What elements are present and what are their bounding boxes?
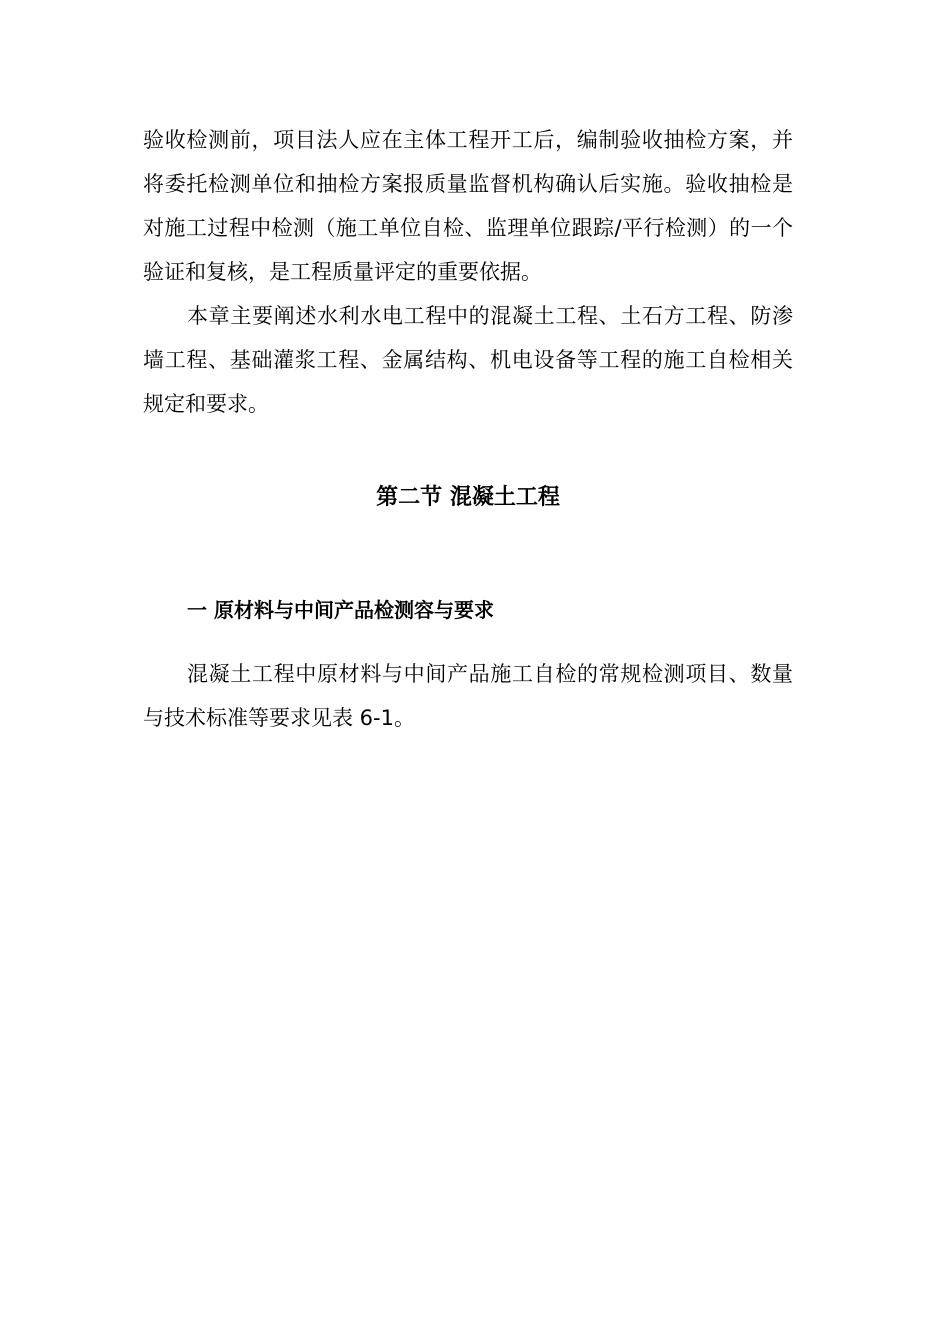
- body-paragraph-table-reference: 混凝土工程中原材料与中间产品施工自检的常规检测项目、数量与技术标准等要求见表 6-1。: [143, 662, 793, 730]
- document-page: [143, 118, 793, 740]
- sub-heading-raw-materials: 一 原材料与中间产品检测容与要求: [187, 598, 494, 622]
- section-title: 第二节 混凝土工程: [376, 485, 560, 510]
- body-paragraph-acceptance-inspection: 验收检测前，项目法人应在主体工程开工后，编制验收抽检方案，并将委托检测单位和抽检方案报质量监督机构确认后实施。验收抽检是对施工过程中检测（施工单位自检、监理单位跟踪/平行检测）的一个验证和复核，是工程质量评定的重要依据。: [143, 128, 793, 284]
- body-paragraph-chapter-scope: 本章主要阐述水利水电工程中的混凝土工程、土石方工程、防渗墙工程、基础灌浆工程、金属结构、机电设备等工程的施工自检相关规定和要求。: [143, 304, 793, 416]
